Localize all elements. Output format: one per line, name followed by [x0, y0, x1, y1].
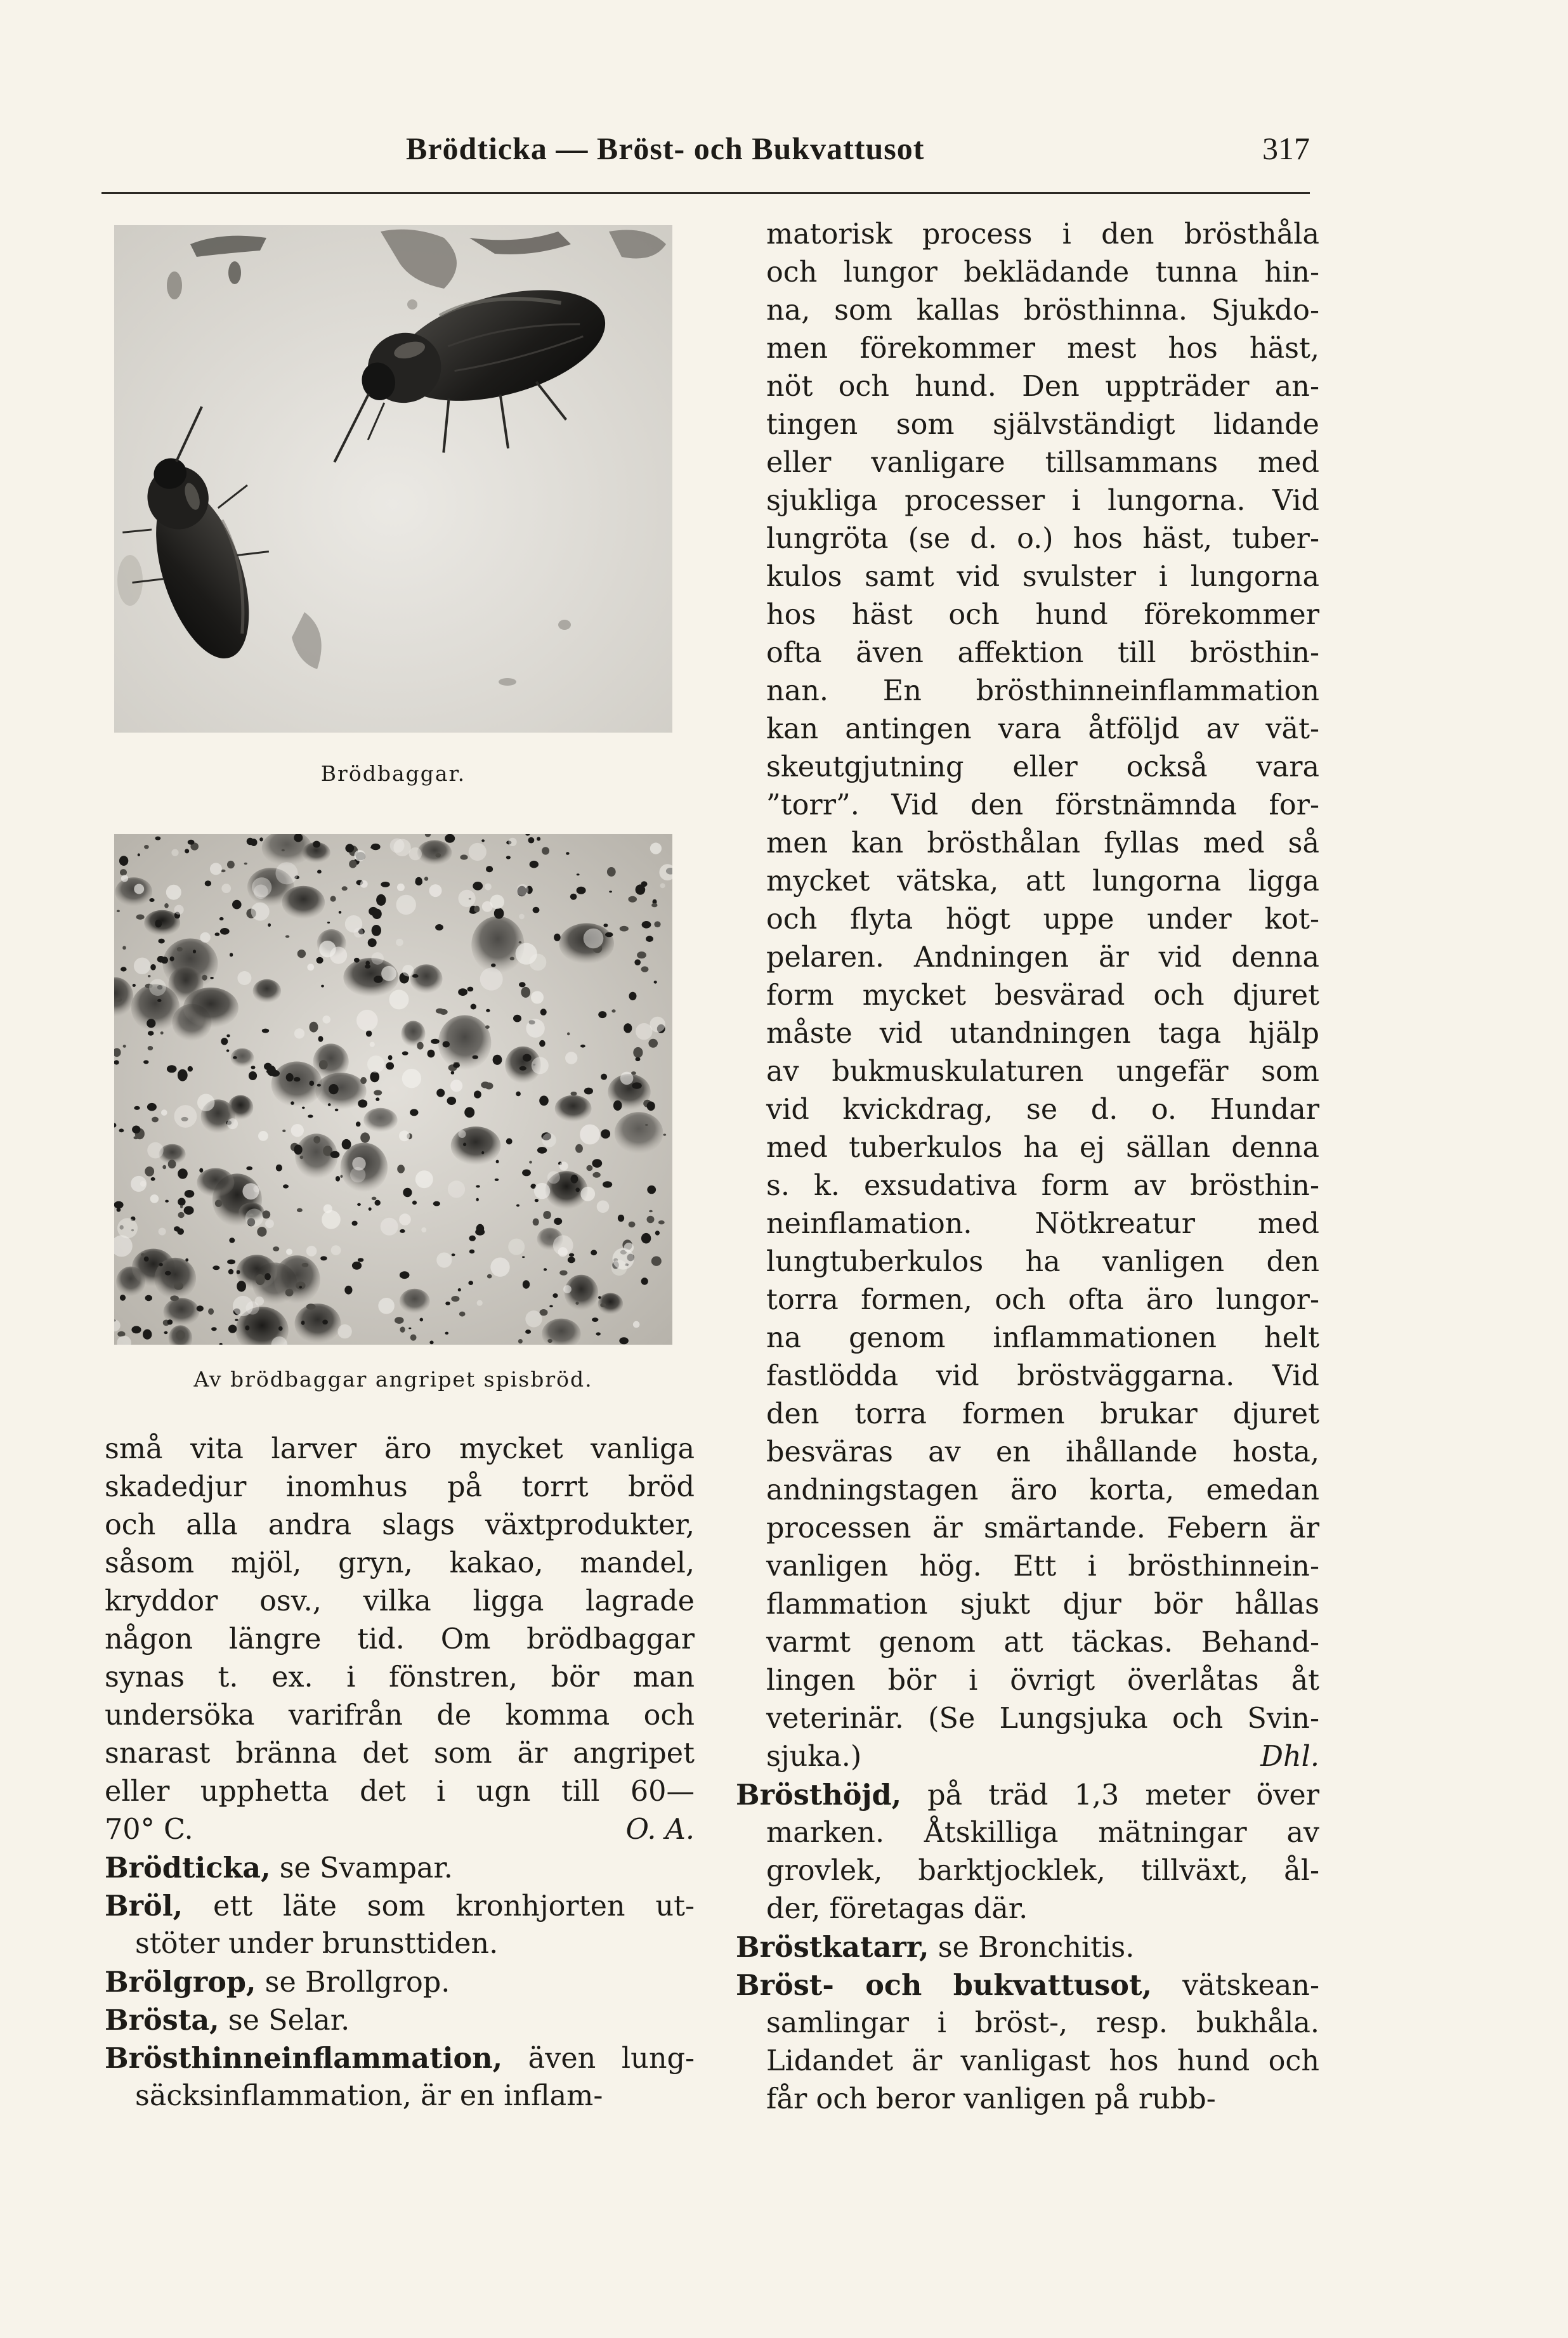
entry-headword: Brösta,: [105, 2004, 219, 2037]
text-line: vanligen hög. Ett i brösthinnein-: [766, 1550, 1319, 1583]
entry-first-line: [105, 2001, 695, 2039]
text-line: na, som kallas brösthinna. Sjukdo-: [766, 294, 1319, 327]
left-final-line: [105, 1811, 695, 1849]
entry-text: se Brollgrop.: [256, 1966, 450, 1999]
text-line: lungtuberkulos ha vanligen den: [766, 1246, 1319, 1278]
text-line: lingen bör i övrigt överlåtas åt: [766, 1664, 1319, 1697]
text-line: mycket vätska, att lungorna ligga: [766, 865, 1319, 898]
entry-first-line: [105, 1849, 695, 1887]
entry-continuation-line: stöter under brunsttiden.: [135, 1928, 499, 1960]
text-line: och alla andra slags växtprodukter,: [105, 1509, 695, 1541]
text-line: varmt genom att täckas. Behand-: [766, 1626, 1319, 1659]
entry-first-line: [105, 1887, 695, 1925]
text-line: med tuberkulos ha ej sällan denna: [766, 1132, 1319, 1164]
text-line: ofta även affektion till brösthin-: [766, 637, 1319, 669]
author-signature-dhl: Dhl.: [1260, 1740, 1319, 1773]
crispbread-caption: Av brödbaggar angripet spisbröd.: [193, 1367, 593, 1392]
text-line: nöt och hund. Den uppträder an-: [766, 370, 1319, 403]
text-line: och flyta högt uppe under kot-: [766, 903, 1319, 936]
right-final-text: sjuka.): [766, 1740, 862, 1773]
entry-continuation-line: Lidandet är vanligast hos hund och: [766, 2045, 1319, 2077]
text-line: men förekommer mest hos häst,: [766, 332, 1319, 365]
entry-text: på träd 1,3 meter över: [901, 1779, 1319, 1812]
text-line: skadedjur inomhus på torrt bröd: [105, 1471, 695, 1503]
text-line: nan. En brösthinneinflammation: [766, 675, 1319, 707]
entry-text: se Selar.: [219, 2004, 350, 2037]
left-final-text: 70° C.: [105, 1813, 193, 1846]
left-entries: [105, 1849, 695, 2115]
entry-headword: Bröstkatarr,: [736, 1931, 929, 1964]
text-line: vid kvickdrag, se d. o. Hundar: [766, 1094, 1319, 1126]
entry-headword: Brölgrop,: [105, 1966, 256, 1999]
text-line: ”torr”. Vid den förstnämnda for-: [766, 789, 1319, 821]
dictionary-entry: [105, 1849, 695, 1887]
author-signature-oa: O. A.: [625, 1813, 695, 1846]
entry-continuation-line: der, företagas där.: [766, 1893, 1028, 1925]
right-continuation-paragraph: [736, 216, 1319, 1738]
text-line: och lungor beklädande tunna hin-: [766, 256, 1319, 289]
text-line: eller vanligare tillsammans med: [766, 447, 1319, 479]
text-line: veterinär. (Se Lungsjuka och Svin-: [766, 1702, 1319, 1735]
header-rule: [101, 192, 1310, 194]
text-line: pelaren. Andningen är vid denna: [766, 941, 1319, 974]
entry-text: se Bronchitis.: [929, 1931, 1135, 1964]
running-title: Brödticka — Bröst- och Bukvattusot: [406, 131, 925, 166]
text-line: synas t. ex. i fönstren, bör man: [105, 1661, 695, 1694]
entry-headword: Bröst- och bukvattusot,: [736, 1969, 1153, 2002]
text-line: måste vid utandningen taga hjälp: [766, 1017, 1319, 1050]
text-line: matorisk process i den brösthåla: [766, 218, 1319, 251]
entry-headword: Brösthinneinflammation,: [105, 2042, 503, 2075]
page-number: 317: [1262, 131, 1310, 166]
dictionary-entry: [736, 1966, 1319, 2119]
text-line: av bukmuskulaturen ungefär som: [766, 1055, 1319, 1088]
text-line: den torra formen brukar djuret: [766, 1398, 1319, 1430]
entry-text: även lung-: [502, 2042, 695, 2075]
entry-first-line: [736, 1966, 1319, 2004]
text-line: na genom inflammationen helt: [766, 1322, 1319, 1354]
text-line: snarast bränna det som är angripet: [105, 1737, 695, 1770]
dictionary-entry: [105, 1963, 695, 2001]
entry-first-line: [736, 1776, 1319, 1814]
text-line: små vita larver äro mycket vanliga: [105, 1433, 695, 1465]
entry-continuation-line: grovlek, barktjocklek, tillväxt, ål-: [766, 1855, 1319, 1887]
entry-first-line: [105, 2039, 695, 2077]
text-line: lungröta (se d. o.) hos häst, tuber-: [766, 523, 1319, 555]
text-line: kryddor osv., vilka ligga lagrade: [105, 1585, 695, 1617]
text-line: flammation sjukt djur bör hållas: [766, 1588, 1319, 1621]
text-line: hos häst och hund förekommer: [766, 599, 1319, 631]
text-line: men kan brösthålan fyllas med så: [766, 827, 1319, 859]
page-header: [101, 130, 1310, 174]
text-line: kan antingen vara åtföljd av vät-: [766, 713, 1319, 745]
text-line: neinflamation. Nötkreatur med: [766, 1208, 1319, 1240]
text-line: andningstagen äro korta, emedan: [766, 1474, 1319, 1506]
dictionary-entry: [736, 1928, 1319, 1966]
text-line: besväras av en ihållande hosta,: [766, 1436, 1319, 1468]
entry-text: vätskean-: [1152, 1969, 1319, 2002]
text-line: torra formen, och ofta äro lungor-: [766, 1284, 1319, 1316]
text-line: form mycket besvärad och djuret: [766, 979, 1319, 1012]
text-line: såsom mjöl, gryn, kakao, mandel,: [105, 1547, 695, 1579]
text-line: s. k. exsudativa form av brösthin-: [766, 1170, 1319, 1202]
beetles-photo: [114, 225, 672, 733]
crispbread-photo: [114, 834, 672, 1345]
text-line: eller upphetta det i ugn till 60—: [105, 1775, 695, 1808]
left-column: [105, 1430, 695, 2115]
entry-first-line: [105, 1963, 695, 2001]
text-line: skeutgjutning eller också vara: [766, 751, 1319, 783]
dictionary-entry: [105, 2039, 695, 2115]
entry-continuation-line: samlingar i bröst-, resp. bukhåla.: [766, 2007, 1319, 2039]
text-line: undersöka varifrån de komma och: [105, 1699, 695, 1732]
text-line: tingen som självständigt lidande: [766, 408, 1319, 441]
text-line: processen är smärtande. Febern är: [766, 1512, 1319, 1545]
left-continuation-paragraph: [105, 1430, 695, 1811]
entry-headword: Brösthöjd,: [736, 1779, 902, 1812]
entry-text: ett läte som kronhjorten ut-: [183, 1890, 695, 1923]
entry-headword: Bröl,: [105, 1890, 183, 1923]
dictionary-entry: [105, 1887, 695, 1963]
entry-continuation-line: marken. Åtskilliga mätningar av: [766, 1817, 1319, 1849]
beetles-caption: Brödbaggar.: [320, 761, 466, 786]
right-column: [736, 216, 1319, 2119]
right-entries: [736, 1776, 1319, 2119]
dictionary-entry: [105, 2001, 695, 2039]
dictionary-entry: [736, 1776, 1319, 1928]
entry-text: se Svampar.: [270, 1852, 453, 1884]
entry-first-line: [736, 1928, 1319, 1966]
text-line: kulos samt vid svulster i lungorna: [766, 561, 1319, 593]
entry-continuation-line: säcksinflammation, är en inflam-: [135, 2080, 603, 2112]
entry-headword: Brödticka,: [105, 1851, 271, 1884]
text-line: någon längre tid. Om brödbaggar: [105, 1623, 695, 1656]
text-line: fastlödda vid bröstväggarna. Vid: [766, 1360, 1319, 1392]
right-final-line: [736, 1738, 1319, 1776]
entry-continuation-line: får och beror vanligen på rubb-: [766, 2083, 1216, 2115]
text-line: sjukliga processer i lungorna. Vid: [766, 485, 1319, 517]
